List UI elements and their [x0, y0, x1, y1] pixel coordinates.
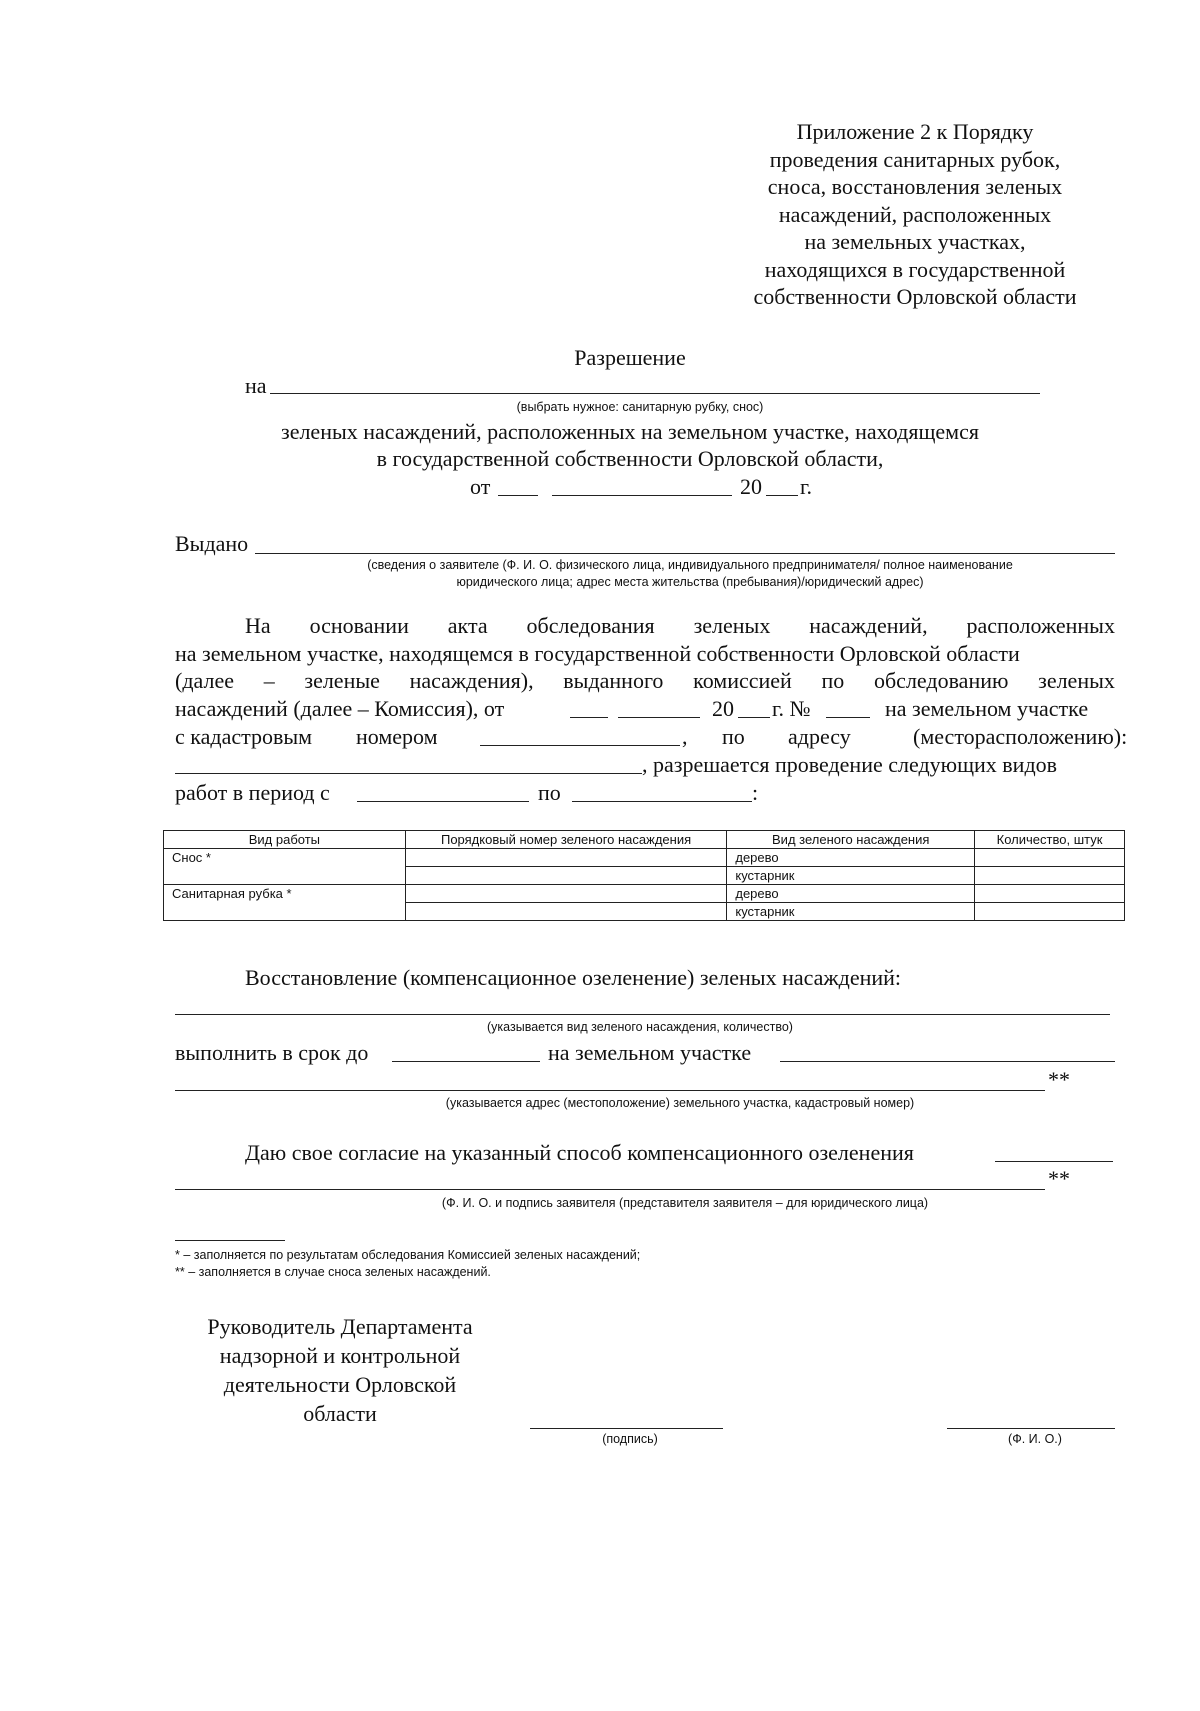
body-line-2: на земельном участке, находящемся в государственной собственности Орловской области — [175, 641, 1020, 666]
plant-kind-cell: дерево — [727, 849, 975, 867]
word: акта — [447, 613, 488, 638]
restore-field[interactable] — [175, 1014, 1110, 1015]
applicant-signature-field[interactable] — [175, 1189, 1045, 1190]
table-header: Вид зеленого насаждения — [727, 831, 975, 849]
annex-header — [700, 118, 1130, 311]
plant-kind-cell: дерево — [727, 885, 975, 903]
body-line-5a: с кадастровым — [175, 724, 313, 749]
issued-hint-1: (сведения о заявителе (Ф. И. О. физического лица, индивидуального предпринимателя/ полное наименование — [367, 558, 1013, 572]
body-line-1 — [175, 612, 1115, 639]
word: зеленые — [304, 668, 380, 693]
date-g: г. — [800, 474, 813, 499]
footnote-separator — [175, 1240, 285, 1241]
annex-line: сноса, восстановления зеленых — [767, 174, 1063, 199]
issued-field[interactable] — [255, 553, 1115, 554]
body-line-6: , разрешается проведение следующих видов — [642, 752, 1058, 777]
word: выданного — [563, 668, 664, 693]
body-line-5e: адресу — [788, 724, 851, 749]
commission-day-field[interactable] — [570, 717, 608, 718]
body-line-5b: номером — [356, 724, 438, 749]
issued-hint-2: юридического лица; адрес места жительства (пребывания)/юридический адрес) — [456, 575, 924, 589]
land-plot-label: на земельном участке — [548, 1040, 752, 1065]
document-title: Разрешение — [574, 345, 686, 370]
commission-year-field[interactable] — [738, 717, 770, 718]
body-line-3 — [175, 667, 1115, 694]
deadline-date-field[interactable] — [392, 1061, 540, 1062]
annex-line: насаждений, расположенных — [778, 201, 1052, 227]
na-hint: (выбрать нужное: санитарную рубку, снос) — [516, 400, 764, 414]
subtitle-line-1: зеленых насаждений, расположенных на земельном участке, находящемся — [281, 419, 979, 444]
commission-month-field[interactable] — [618, 717, 700, 718]
body-line-5d: по — [722, 724, 745, 749]
footnote-1: * – заполняется по результатам обследования Комиссией зеленых насаждений; — [175, 1248, 641, 1262]
word: зеленых — [693, 613, 771, 638]
body-line-4a: насаждений (далее – Комиссия), от — [175, 696, 505, 721]
head-line: деятельности Орловской — [223, 1372, 457, 1397]
head-line: надзорной и контрольной — [219, 1343, 461, 1368]
word: основании — [309, 613, 409, 638]
fio-field[interactable] — [947, 1428, 1115, 1429]
table-row — [164, 849, 1125, 867]
cadastral-number-field[interactable] — [480, 745, 680, 746]
body-line-4d: на земельном участке — [885, 696, 1089, 721]
fio-hint: (Ф. И. О.) — [1008, 1432, 1062, 1446]
head-position — [180, 1312, 500, 1428]
issued-label: Выдано — [175, 531, 249, 556]
word: На — [245, 613, 271, 638]
stars-mark: ** — [1048, 1166, 1070, 1191]
date-year-prefix: 20 — [740, 474, 762, 499]
signature-hint: (подпись) — [602, 1432, 658, 1446]
period-start-field[interactable] — [357, 801, 529, 802]
plant-number-cell[interactable] — [405, 903, 727, 921]
word: обследования — [526, 613, 655, 638]
signature-field[interactable] — [530, 1428, 723, 1429]
restore-hint: (указывается вид зеленого насаждения, количество) — [487, 1020, 793, 1034]
body-line-5f: (месторасположению): — [913, 724, 1128, 749]
table-header-row — [164, 831, 1125, 849]
address-hint: (указывается адрес (местоположение) земельного участка, кадастровый номер) — [445, 1096, 915, 1110]
deadline-label: выполнить в срок до — [175, 1040, 369, 1065]
word: расположенных — [966, 613, 1115, 638]
na-field[interactable] — [270, 393, 1040, 394]
restore-title: Восстановление (компенсационное озеленение) зеленых насаждений: — [245, 965, 902, 990]
word: насаждений, — [809, 613, 928, 638]
body-line-7a: работ в период с — [175, 780, 330, 805]
word: – — [263, 668, 275, 693]
land-plot-field-continued[interactable] — [175, 1090, 1045, 1091]
work-type-cell: Санитарная рубка * — [164, 885, 406, 921]
consent-hint: (Ф. И. О. и подпись заявителя (представителя заявителя – для юридического лица) — [441, 1196, 929, 1210]
period-end-field[interactable] — [572, 801, 752, 802]
work-type-cell: Снос * — [164, 849, 406, 885]
word: комиссией — [693, 668, 792, 693]
consent-text: Даю свое согласие на указанный способ компенсационного озеленения — [245, 1140, 914, 1165]
word: (далее — [175, 668, 234, 693]
plant-kind-cell: кустарник — [727, 867, 975, 885]
table-header: Вид работы — [164, 831, 406, 849]
word: зеленых — [1038, 668, 1115, 693]
body-line-4c: г. № — [772, 696, 811, 721]
body-line-4b: 20 — [712, 696, 734, 721]
date-day-field[interactable] — [498, 495, 538, 496]
head-line: Руководитель Департамента — [207, 1314, 473, 1339]
table-header: Количество, штук — [975, 831, 1125, 849]
quantity-cell[interactable] — [975, 885, 1125, 903]
land-plot-field[interactable] — [780, 1061, 1115, 1062]
table-row — [164, 885, 1125, 903]
address-field[interactable] — [175, 773, 642, 774]
word: обследованию — [873, 668, 1009, 693]
annex-line: Приложение 2 к Порядку — [796, 119, 1034, 144]
plant-kind-cell: кустарник — [727, 903, 975, 921]
annex-line: находящихся в государственной — [764, 256, 1066, 282]
date-month-field[interactable] — [552, 495, 732, 496]
commission-number-field[interactable] — [826, 717, 870, 718]
date-from-label: от — [470, 474, 491, 499]
consent-field[interactable] — [995, 1161, 1113, 1162]
quantity-cell[interactable] — [975, 849, 1125, 867]
quantity-cell[interactable] — [975, 903, 1125, 921]
body-line-7c: : — [752, 780, 759, 805]
subtitle-line-2: в государственной собственности Орловской области, — [376, 446, 884, 471]
annex-line: проведения санитарных рубок, — [769, 146, 1061, 172]
quantity-cell[interactable] — [975, 867, 1125, 885]
works-table — [163, 830, 1125, 921]
stars-mark: ** — [1048, 1067, 1070, 1092]
annex-line: собственности Орловской области — [753, 284, 1077, 309]
body-line-5c: , — [682, 724, 688, 749]
word: насаждения), — [409, 668, 534, 693]
date-year-field[interactable] — [766, 495, 798, 496]
head-line: области — [303, 1401, 377, 1426]
word: по — [821, 668, 845, 693]
plant-number-cell[interactable] — [405, 867, 727, 885]
table-header: Порядковый номер зеленого насаждения — [405, 831, 727, 849]
plant-number-cell[interactable] — [405, 885, 727, 903]
body-line-7b: по — [538, 780, 561, 805]
annex-line: на земельных участках, — [804, 229, 1026, 254]
plant-number-cell[interactable] — [405, 849, 727, 867]
footnote-2: ** – заполняется в случае сноса зеленых насаждений. — [175, 1265, 491, 1279]
na-label: на — [245, 373, 267, 398]
